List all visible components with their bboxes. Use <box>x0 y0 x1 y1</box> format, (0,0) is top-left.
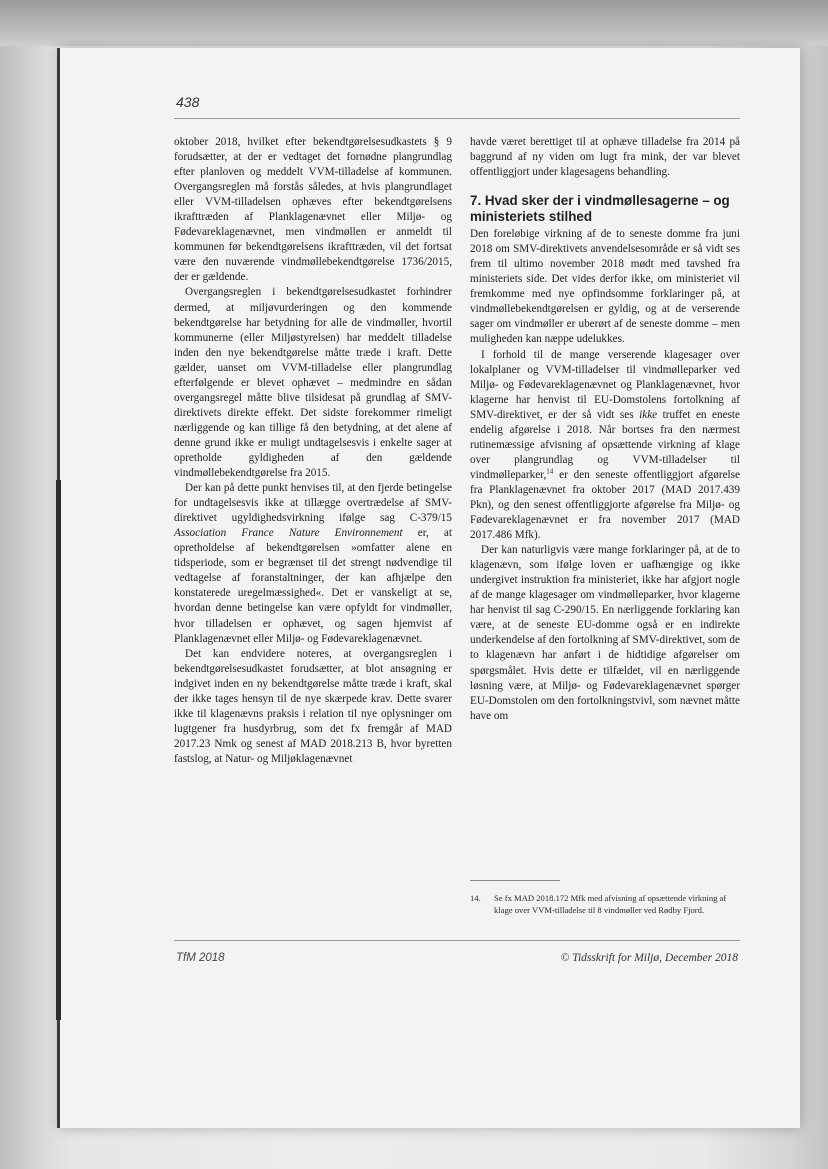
footer-journal-tag: TfM 2018 <box>176 952 225 964</box>
emphasis-ikke: ikke <box>639 408 658 421</box>
left-paragraph-3-text-a: Der kan på dette punkt henvises til, at den fjerde betingelse for undtagelsesvis ikke at tillægge overtrædelse af SMV-direktivet ugyldighedsvirkning ifølge sag C-379/15 <box>174 482 452 525</box>
scan-top-shadow <box>0 0 828 46</box>
footer-rule <box>174 940 740 941</box>
left-paragraph-2: Overgangsreglen i bekendtgørelsesudkastet forhindrer dermed, at miljøvurderingen og den kommende bekendtgørelse har betydning for alle de vindmøller, hvortil kommunerne (eller Miljøstyrelsen) har meddelt tilladelse inden den nye bekendtgørelse måtte træde i kraft. Dette gælder, uanset om VVM-tilladelse eller plangrundlag efterfølgende er blevet ophævet – medmindre en sådan overgangsregel måtte blive tilsidesat på grundlag af SMV-direktivets direkte effekt. Det sidste forekommer rimeligt nærliggende og kan tillige få den betydning, at det alene af denne grund ikke er muligt undtagelsesvis i enkelte sager at opretholde gyldigheden af den gældende vindmøllebekendtgørelse fra 2015. <box>174 286 452 480</box>
footnote <box>470 892 740 916</box>
right-paragraph-1: havde været berettiget til at ophæve tilladelse fra 2014 på baggrund af ny viden om lugt fra mink, der var blevet offentliggjort under klagesagens behandling. <box>470 136 740 179</box>
right-paragraph-2: Den foreløbige virkning af de to seneste domme fra juni 2018 om SMV-direktivets anvendelsesområde er så vidt ses frem til ultimo november 2018 mødt med tavshed fra ministeriets side. Det vides derfor ikke, om ministeriet vil fremkomme med nye opfindsomme forklaringer på, at vindmøllebekendtgørelsen er gyldig, og at de verserende sager om vindmøller er uberørt af de seneste domme – men muligheden kan næppe udelukkes. <box>470 228 740 346</box>
left-paragraph-3-text-b: er, at opretholdelse af bekendtgørelsen »omfatter alene en tidsperiode, som er begrænset til det strengt nødvendige til vedtagelse af foranstaltninger, der kan afhjælpe den konstaterede uregelmæssighed«. Det er vanskeligt at se, hvordan denne betingelse kan være opfyldt for vindmøller, hvor tilladelsen er ophævet, og sagen hjemvist af Planklagenævnet eller Miljø- og Fødevareklagenævnet. <box>174 527 452 645</box>
case-name: Association France Nature Environnement <box>174 527 403 540</box>
right-paragraph-3-text-c: er den seneste offentliggjort afgørelse fra Planklagenævnet fra oktober 2017 (MAD 2017.439 Pkn), og den senest offentliggjorte afgørelse fra Miljø- og Fødevareklagenævnet er fra november 2017 (MAD 2017.486 Mfk). <box>470 468 740 542</box>
left-paragraph-4: Det kan endvidere noteres, at overgangsreglen i bekendtgørelsesudkastet forudsætter, at blot ansøgning er indgivet inden en ny bekendtgørelse måtte træde i kraft, skal der ikke tages hensyn til de nye skærpede krav. Dette svarer ikke til klagenævns praksis i relation til nye oplysninger om lugtgener fra husdyrbrug, som det fx fremgår af MAD 2017.23 Nmk og senest af MAD 2018.213 B, hvor byretten fastslog, at Natur- og Miljøklagenævnet <box>174 647 452 765</box>
footnote-reference[interactable]: 14 <box>546 467 554 476</box>
footnote-number: 14. <box>470 893 481 903</box>
right-column <box>470 135 740 724</box>
left-paragraph-1: oktober 2018, hvilket efter bekendtgørelsesudkastets § 9 forudsætter, at der er vedtaget det fornødne plangrundlag efter planloven og meddelt VVM-tilladelse af kommunen. Overgangsreglen må forstås således, at hvis plangrundlaget eller VVM-tilladelsen ophæves efter bekendtgørelsens ikrafttræden af Planklagenævnet eller Miljø- og Fødevareklagenævnet, men vindmøllen er anmeldt til kommunen før bekendtgørelsens ikrafttræden, vil det fortsat være den nuværende vindmøllebekendtgørelse 1736/2015, der er gældende. <box>174 136 452 284</box>
page-number: 438 <box>176 94 200 110</box>
right-paragraph-3-text-a: I forhold til de mange verserende klagesager over lokalplaner og VVM-tilladelser til vindmølleparker ved Miljø- og Fødevareklagenævnet og Planklagenævnet, hvor klagerne har henvist til EU-Domstolens fortolkning af SMV-direktivet, er der så vidt ses <box>470 348 740 421</box>
right-paragraph-4: Der kan naturligvis være mange forklaringer på, at de to klagenævn, som ifølge loven er uafhængige og ikke undergivet instruktion fra ministeriet, ikke har afgjort nogle af de mange klagesager om vindmølleparker, hvor klagerne har henvist til sag C-290/15. En nærliggende forklaring kan være, at de seneste EU-domme også er en indirekte underkendelse af den fortolkning af SMV-direktivet, som de to klagenævn har anført i de hidtidige afgørelser om spørgsmålet. Hvis dette er tilfældet, vil en nærliggende løsning være, at Miljø- og Fødevareklagenævnet spørger EU-Domstolen om den fortolkningstvivl, som nævnet måtte have om <box>470 544 740 722</box>
footnote-rule <box>470 880 560 881</box>
section-heading: 7. Hvad sker der i vindmøllesagerne – og ministeriets stilhed <box>470 193 730 225</box>
right-paragraph-3 <box>470 348 740 544</box>
footer-copyright: © Tidsskrift for Miljø, December 2018 <box>560 952 738 964</box>
left-paragraph-3 <box>174 481 452 647</box>
footnote-text: Se fx MAD 2018.172 Mfk med afvisning af opsættende virkning af klage over VVM-tilladelse til 8 vindmøller ved Rødby Fjord. <box>494 893 727 915</box>
page-binding-edge <box>56 480 61 1020</box>
left-column <box>174 135 452 767</box>
header-rule <box>174 118 740 119</box>
right-paragraph-3-text-b: truffet en eneste endelig afgørelse i 2018. Når bortses fra den nærmest rutinemæssige afvisning af opsættende virkning af klage over plangrundlag og VVM-tilladelser til vindmølleparker, <box>470 408 740 481</box>
